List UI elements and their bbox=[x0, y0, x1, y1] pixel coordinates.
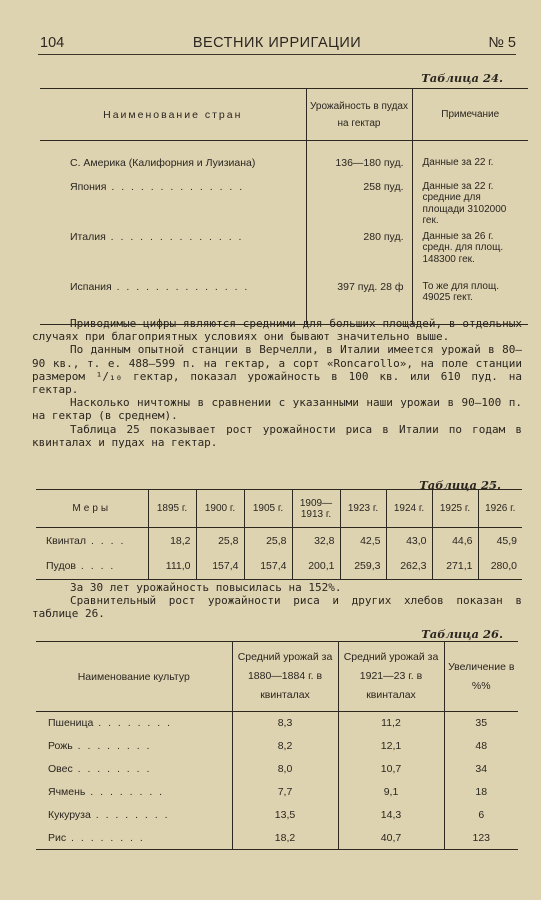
page-number: 104 bbox=[40, 35, 65, 51]
value-cell: 259,3 bbox=[340, 554, 386, 580]
table-row bbox=[36, 712, 518, 735]
country-cell bbox=[40, 177, 306, 227]
column-header-increase: Увеличение в %% bbox=[444, 642, 518, 712]
value-cell: 10,7 bbox=[338, 758, 444, 781]
table-row bbox=[36, 827, 518, 850]
country-name: С. Америка (Калифорния и Луизиана) bbox=[70, 157, 256, 169]
value-cell: 280,0 bbox=[478, 554, 522, 580]
dot-leader: . . . . bbox=[86, 534, 126, 547]
value-cell: 157,4 bbox=[196, 554, 244, 580]
note-cell: Данные за 22 г. средние для площади 3102000 гек. bbox=[412, 177, 528, 227]
value-cell: 157,4 bbox=[244, 554, 292, 580]
yield-cell: 136—180 пуд. bbox=[306, 141, 412, 177]
crop-name: Кукуруза bbox=[48, 809, 91, 821]
dot-leader: . . . . . . . . . . . . . . bbox=[105, 230, 244, 243]
value-cell: 25,8 bbox=[196, 528, 244, 554]
crop-name: Рожь bbox=[48, 740, 73, 752]
value-cell: 14,3 bbox=[338, 804, 444, 827]
crop-name: Рис bbox=[48, 831, 67, 844]
value-cell: 200,1 bbox=[292, 554, 340, 580]
value-cell: 8,0 bbox=[232, 758, 338, 781]
dot-leader: . . . . . . . . bbox=[66, 831, 145, 844]
value-cell: 25,8 bbox=[244, 528, 292, 554]
value-cell: 32,8 bbox=[292, 528, 340, 554]
country-name: Испания bbox=[70, 280, 112, 293]
table-row bbox=[36, 758, 518, 781]
paragraph: Приводимые цифры являются средними для больших площадей, в отдельных случаях при благоприятных условиях они бывают значительно выше. bbox=[32, 317, 522, 344]
country-name: Италия bbox=[70, 230, 106, 243]
value-cell: 45,9 bbox=[478, 528, 522, 554]
paragraph: Сравнительный рост урожайности риса и других хлебов показан в таблице 26. bbox=[32, 594, 522, 621]
note-cell: То же для площ. 49025 гект. bbox=[412, 277, 528, 325]
table-row bbox=[36, 528, 522, 554]
table-row bbox=[40, 177, 528, 227]
value-cell: 13,5 bbox=[232, 804, 338, 827]
value-cell: 9,1 bbox=[338, 781, 444, 804]
value-cell: 18,2 bbox=[148, 528, 196, 554]
dot-leader: . . . . . . . . . . . . . . bbox=[106, 180, 245, 193]
dot-leader: . . . . . . . . bbox=[93, 717, 173, 730]
dot-leader: . . . . . . . . bbox=[85, 786, 165, 798]
value-cell: 40,7 bbox=[338, 827, 444, 850]
table-25-caption: Таблица 25. bbox=[419, 478, 501, 492]
table-row bbox=[36, 804, 518, 827]
value-cell: 18 bbox=[444, 781, 518, 804]
value-cell: 44,6 bbox=[432, 528, 478, 554]
column-header-measure: Меры bbox=[72, 503, 112, 514]
paragraph: Таблица 25 показывает рост урожайности риса в Италии по годам в квинталах и пудах на гектар. bbox=[32, 422, 522, 449]
measure-label: Квинтал bbox=[46, 534, 87, 547]
table-24-caption: Таблица 24. bbox=[421, 71, 503, 85]
value-cell: 35 bbox=[444, 712, 518, 735]
column-header-country: Наименование стран bbox=[103, 108, 243, 121]
table-25 bbox=[36, 489, 522, 580]
crop-name: Ячмень bbox=[48, 786, 86, 798]
value-cell: 111,0 bbox=[148, 554, 196, 580]
measure-cell bbox=[36, 554, 148, 580]
crop-cell bbox=[36, 827, 232, 850]
value-cell: 123 bbox=[444, 827, 518, 850]
table-26 bbox=[36, 641, 518, 850]
note-cell: Данные за 26 г. средн. для площ. 148300 гек. bbox=[412, 227, 528, 277]
column-header-yield: Урожайность в пудах на гектар bbox=[306, 89, 412, 141]
measure-label: Пудов bbox=[46, 560, 76, 573]
column-header-note: Примечание bbox=[412, 89, 528, 141]
table-row bbox=[36, 781, 518, 804]
column-header-year: 1926 г. bbox=[478, 490, 522, 528]
column-header-year: 1925 г. bbox=[432, 490, 478, 528]
table-row bbox=[36, 735, 518, 758]
table-row bbox=[40, 227, 528, 277]
column-header-avg-1880: Средний урожай за 1880—1884 г. в квинталах bbox=[232, 642, 338, 712]
value-cell: 6 bbox=[444, 804, 518, 827]
column-header-year: 1895 г. bbox=[148, 490, 196, 528]
value-cell: 48 bbox=[444, 735, 518, 758]
value-cell: 43,0 bbox=[386, 528, 432, 554]
paragraph: По данным опытной станции в Верчелли, в Италии имеется урожай в 80—90 кв., т. е. 488—599 п. на гектар, а сорт «Roncarollo», на поле станции размером ¹/₁₀ гектар, показал урожайность в 100 кв. или 610 пуд. на гектар. bbox=[32, 343, 522, 397]
crop-cell bbox=[36, 804, 232, 827]
dot-leader: . . . . bbox=[76, 560, 116, 573]
column-header-year: 1905 г. bbox=[244, 490, 292, 528]
country-cell bbox=[40, 227, 306, 277]
table-row bbox=[36, 554, 522, 580]
country-name: Япония bbox=[70, 180, 107, 193]
paragraph: За 30 лет урожайность повысилась на 152%. bbox=[70, 581, 342, 594]
crop-cell bbox=[36, 758, 232, 781]
dot-leader: . . . . . . . . bbox=[72, 740, 152, 752]
country-cell bbox=[40, 141, 306, 177]
value-cell: 11,2 bbox=[338, 712, 444, 735]
column-header-avg-1921: Средний урожай за 1921—23 г. в квинталах bbox=[338, 642, 444, 712]
value-cell: 8,3 bbox=[232, 712, 338, 735]
column-header-year: 1900 г. bbox=[196, 490, 244, 528]
value-cell: 12,1 bbox=[338, 735, 444, 758]
table-24 bbox=[40, 88, 528, 325]
measure-cell bbox=[36, 528, 148, 554]
text-block-2 bbox=[32, 581, 522, 621]
value-cell: 271,1 bbox=[432, 554, 478, 580]
text-block-1 bbox=[32, 317, 522, 449]
table-26-caption: Таблица 26. bbox=[421, 627, 503, 641]
column-header-year: 1923 г. bbox=[340, 490, 386, 528]
value-cell: 42,5 bbox=[340, 528, 386, 554]
crop-name: Пшеница bbox=[48, 717, 94, 730]
yield-cell: 258 пуд. bbox=[306, 177, 412, 227]
paragraph: Насколько ничтожны в сравнении с указанными наши урожаи в 90—100 п. на гектар (в среднем). bbox=[32, 396, 522, 423]
value-cell: 262,3 bbox=[386, 554, 432, 580]
crop-name: Овес bbox=[48, 763, 73, 775]
table-row bbox=[40, 141, 528, 177]
crop-cell bbox=[36, 781, 232, 804]
journal-title: ВЕСТНИК ИРРИГАЦИИ bbox=[192, 35, 362, 51]
crop-cell bbox=[36, 712, 232, 735]
value-cell: 34 bbox=[444, 758, 518, 781]
note-cell: Данные за 22 г. bbox=[412, 141, 528, 177]
dot-leader: . . . . . . . . bbox=[90, 809, 170, 821]
value-cell: 18,2 bbox=[232, 827, 338, 850]
dot-leader: . . . . . . . . bbox=[72, 763, 152, 775]
column-header-crop: Наименование культур bbox=[77, 670, 190, 683]
crop-cell bbox=[36, 735, 232, 758]
value-cell: 7,7 bbox=[232, 781, 338, 804]
value-cell: 8,2 bbox=[232, 735, 338, 758]
column-header-year: 1909— 1913 г. bbox=[292, 490, 340, 528]
column-header-year: 1924 г. bbox=[386, 490, 432, 528]
running-header bbox=[38, 34, 516, 55]
yield-cell: 397 пуд. 28 ф bbox=[306, 277, 412, 325]
dot-leader: . . . . . . . . . . . . . . bbox=[111, 280, 250, 293]
issue-number: № 5 bbox=[488, 35, 516, 51]
yield-cell: 280 пуд. bbox=[306, 227, 412, 277]
